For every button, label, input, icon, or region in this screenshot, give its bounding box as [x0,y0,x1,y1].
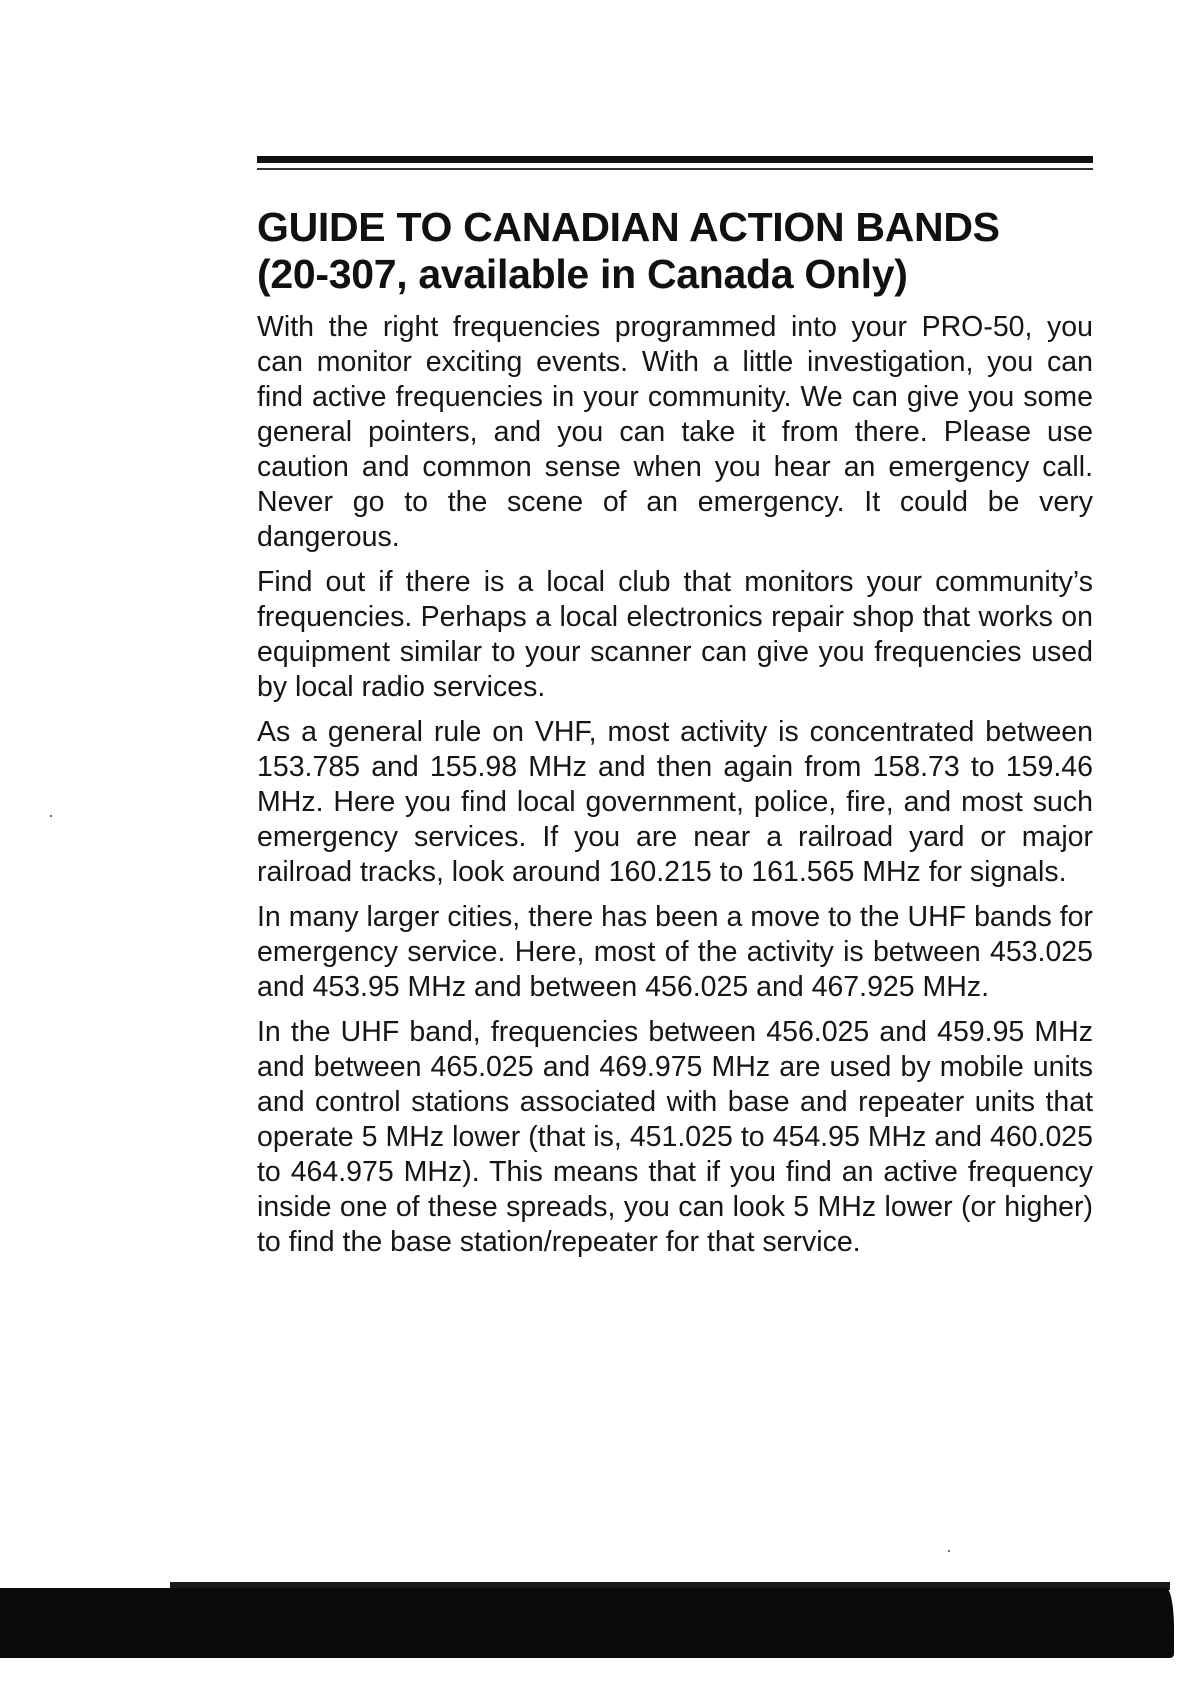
paragraph-uhf-band: In the UHF band, frequencies between 456.025 and 459.95 MHz and between 465.025 and 469.975 MHz are used by mobile units and control stations associated with base and repeater units that operate 5 MHz lower (that is, 451.025 to 454.95 MHz and 460.025 to 464.975 MHz). This means that if you find an active frequency inside one of these spreads, you can look 5 MHz lower (or higher) to find the base station/repeater for that service. [257,1016,1093,1258]
scan-speck [50,815,52,817]
section-title [257,204,1093,298]
scan-bottom-edge [0,1588,1174,1658]
paragraph-local-club: Find out if there is a local club that monitors your community’s frequencies. Perhaps a local electronics repair shop that works on equipment similar to your scanner can give you frequencies used by local radio services. [257,566,1093,703]
paragraph-intro: With the right frequencies programmed into your PRO-50, you can monitor exciting events. With a little investigation, you can find active frequencies in your community. We can give you some general pointers, and you can take it from there. Please use caution and common sense when you hear an emergency call. Never go to the scene of an emergency. It could be very dangerous. [257,311,1093,553]
section-top-rule [257,156,1093,163]
section-top-rule-thin [257,168,1093,170]
paragraph-uhf-cities: In many larger cities, there has been a move to the UHF bands for emergency service. Here, most of the activity is between 453.025 and 453.95 MHz and between 456.025 and 467.925 MHz. [257,901,1093,1003]
paragraph-vhf: As a general rule on VHF, most activity is concentrated between 153.785 and 155.98 MHz and then again from 158.73 to 159.46 MHz. Here you find local government, police, fire, and most such emergency services. If you are near a railroad yard or major railroad tracks, look around 160.215 to 161.565 MHz for signals. [257,716,1093,888]
section-title-line-2: (20-307, available in Canada Only) [257,251,908,297]
section-title-line-1: GUIDE TO CANADIAN ACTION BANDS [257,204,1000,250]
scan-speck [948,1550,950,1552]
page-content [257,204,1093,1270]
